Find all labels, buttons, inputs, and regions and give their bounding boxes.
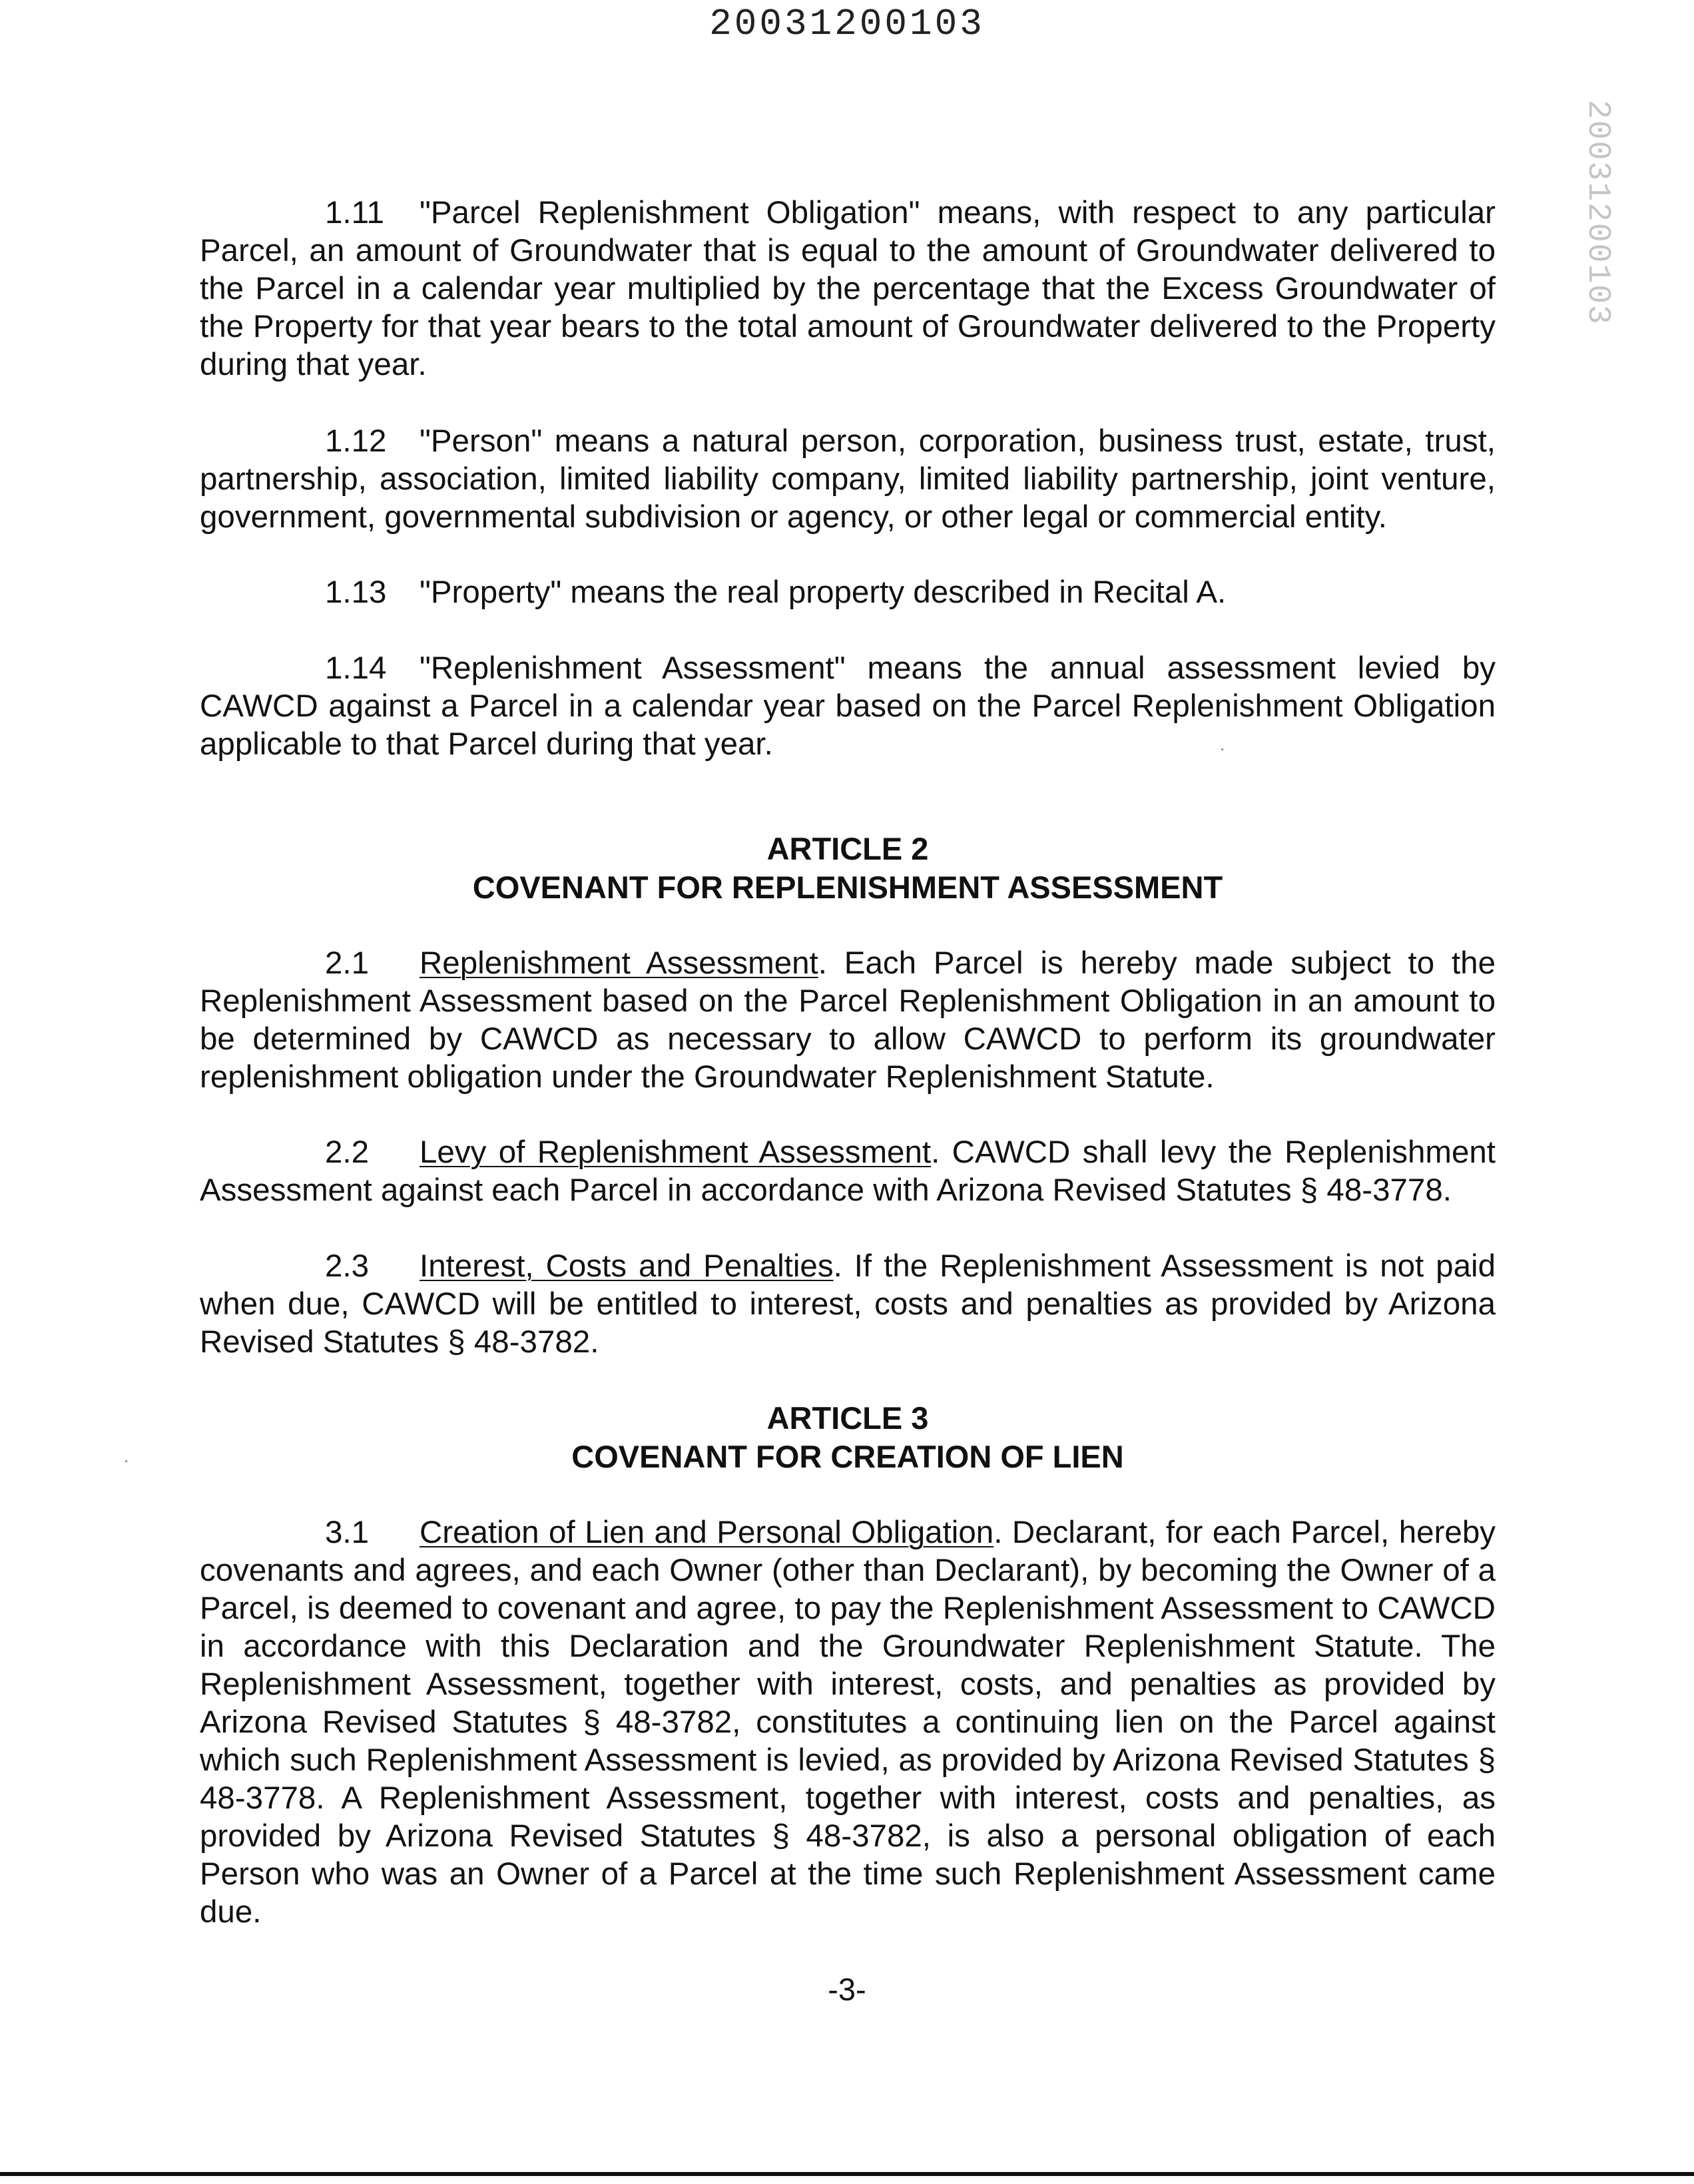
section-1-13	[200, 573, 1496, 611]
article-label: ARTICLE 2	[766, 831, 929, 866]
side-stamp-text: 20031200103	[1579, 100, 1615, 326]
section-number: 1.14	[325, 651, 387, 686]
article-2-heading	[200, 830, 1496, 907]
section-3-1	[200, 1513, 1496, 1931]
section-number: 2.2	[325, 1135, 370, 1170]
section-text: . Each Parcel is hereby made subject to the Replenishment Assessment based on the Parcel Replenishment Obligation in an amount to be determined by CAWCD as necessary to allow CAWCD to perform its groundwater replenishment obligation under the Groundwater Replenishment Statute.	[200, 946, 1496, 1095]
section-text: "Property" means the real property described in Recital A.	[420, 575, 1227, 610]
section-text: . If the Replenishment Assessment is not paid when due, CAWCD will be entitled to interest, costs and penalties as provided by Arizona Revised Statutes § 48-3782.	[200, 1248, 1496, 1360]
section-1-14	[200, 649, 1496, 763]
section-number: 2.3	[325, 1248, 370, 1284]
section-number: 1.11	[325, 195, 384, 230]
section-heading: Replenishment Assessment	[420, 946, 818, 981]
section-text: "Replenishment Assessment" means the annual assessment levied by CAWCD against a Parcel in a calendar year based on the Parcel Replenishment Obligation applicable to that Parcel during that year.	[200, 651, 1496, 762]
section-number: 2.1	[325, 946, 370, 981]
page-number: -3-	[828, 1972, 866, 2007]
section-text: "Person" means a natural person, corporation, business trust, estate, trust, partnership, association, limited liability company, limited liability partnership, joint venture, government, governmental subdivision or agency, or other legal or commercial entity.	[200, 423, 1496, 535]
bottom-rule	[0, 2172, 1694, 2176]
article-3-heading	[200, 1399, 1496, 1476]
section-heading: Levy of Replenishment Assessment	[420, 1135, 932, 1170]
section-text: . Declarant, for each Parcel, hereby covenants and agrees, and each Owner (other than Declarant), by becoming the Owner of a Parcel, is deemed to covenant and agree, to pay the Replenishment Assessment to CAWCD in accordance with this Declaration and the Groundwater Replenishment Statute. The Replenishment Assessment, together with interest, costs, and penalties as provided by Arizona Revised Statutes § 48-3782, constitutes a continuing lien on the Parcel against which such Replenishment Assessment is levied, as provided by Arizona Revised Statutes § 48-3778. A Replenishment Assessment, together with interest, costs and penalties, as provided by Arizona Revised Statutes § 48-3782, is also a personal obligation of each Person who was an Owner of a Parcel at the time such Replenishment Assessment came due.	[200, 1515, 1496, 1930]
section-2-2	[200, 1133, 1496, 1209]
section-heading: Creation of Lien and Personal Obligation	[420, 1515, 994, 1550]
section-number: 1.13	[325, 575, 387, 610]
section-1-12	[200, 422, 1496, 536]
article-label: ARTICLE 3	[766, 1400, 929, 1436]
article-title: COVENANT FOR CREATION OF LIEN	[571, 1439, 1124, 1474]
document-number: 20031200103	[709, 3, 985, 45]
section-2-3	[200, 1247, 1496, 1361]
scan-speck	[125, 1460, 127, 1462]
scan-speck	[1221, 748, 1223, 750]
article-title: COVENANT FOR REPLENISHMENT ASSESSMENT	[472, 870, 1223, 905]
section-text: "Parcel Replenishment Obligation" means, with respect to any particular Parcel, an amount of Groundwater that is equal to the amount of Groundwater delivered to the Parcel in a calendar year multiplied by the percentage that the Excess Groundwater of the Property for that year bears to the total amount of Groundwater delivered to the Property during that year.	[200, 195, 1496, 382]
section-number: 3.1	[325, 1515, 370, 1550]
section-number: 1.12	[325, 423, 387, 459]
section-2-1	[200, 944, 1496, 1096]
section-heading: Interest, Costs and Penalties	[420, 1248, 834, 1284]
section-text: . CAWCD shall levy the Replenishment Assessment against each Parcel in accordance with Arizona Revised Statutes § 48-3778.	[200, 1135, 1496, 1208]
section-1-11	[200, 194, 1496, 384]
